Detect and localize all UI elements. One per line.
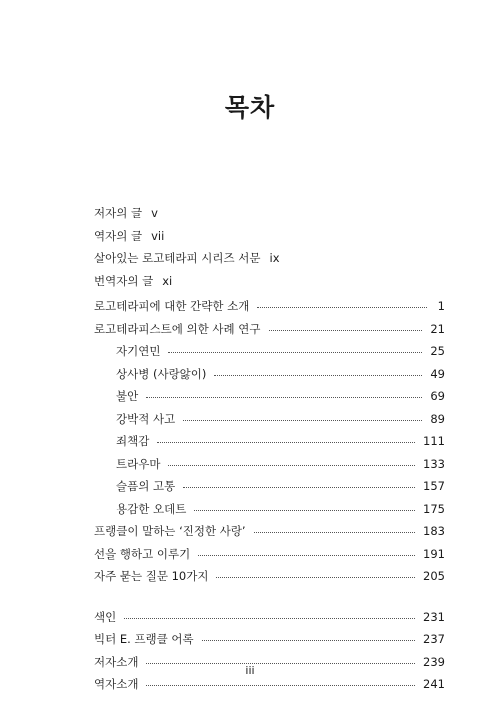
entry-page: 1 — [437, 299, 445, 313]
front-matter-entry[interactable] — [94, 225, 280, 248]
entry-label: 선을 행하고 이루기 — [94, 546, 191, 561]
toc-entry[interactable] — [94, 318, 445, 341]
entry-page: 175 — [423, 501, 445, 516]
entry-label: 저자의 글 — [94, 206, 143, 220]
section-gap — [94, 588, 445, 606]
entry-label: 저자소개 — [94, 654, 139, 669]
entry-label: 살아있는 로고테라피 시리즈 서문 — [94, 251, 261, 265]
page-title: 목차 — [224, 93, 276, 122]
toc-entry[interactable] — [94, 295, 445, 318]
entry-page: 205 — [423, 569, 445, 583]
dot-leader — [214, 374, 422, 376]
toc-entry[interactable] — [94, 606, 445, 629]
dot-leader — [269, 329, 423, 331]
entry-page: xi — [162, 273, 173, 288]
entry-page: 89 — [430, 411, 445, 426]
toc-subentry[interactable] — [94, 363, 445, 386]
entry-label: 역자의 글 — [94, 228, 143, 243]
dot-leader — [168, 351, 422, 353]
dot-leader — [202, 639, 415, 641]
entry-label: 불안 — [116, 389, 139, 403]
entry-label: 죄책감 — [116, 434, 150, 448]
toc-subentry[interactable] — [94, 453, 445, 476]
entry-page: v — [151, 206, 158, 220]
entry-label: 번역자의 글 — [94, 273, 154, 288]
entry-label: 로고테라피스트에 의한 사례 연구 — [94, 321, 261, 336]
entry-label: 색인 — [94, 609, 117, 624]
entry-page: 237 — [423, 632, 445, 646]
entry-label: 자기연민 — [116, 344, 161, 358]
entry-label: 트라우마 — [116, 456, 161, 471]
chapter-list — [94, 295, 445, 588]
toc-entry[interactable] — [94, 520, 445, 543]
table-of-contents — [94, 295, 445, 696]
back-matter-list — [94, 606, 445, 696]
entry-label: 상사병 (사랑앓이) — [116, 366, 207, 381]
entry-label: 빅터 E. 프랭클 어록 — [94, 632, 194, 646]
toc-entry[interactable] — [94, 628, 445, 651]
entry-page: 183 — [423, 524, 445, 538]
entry-page: 241 — [423, 677, 445, 691]
front-matter-entry[interactable] — [94, 270, 280, 293]
toc-subentry[interactable] — [94, 475, 445, 498]
entry-label: 용감한 오데트 — [116, 501, 187, 516]
dot-leader — [168, 464, 415, 466]
toc-entry[interactable] — [94, 565, 445, 588]
dot-leader — [124, 617, 415, 619]
front-matter-entry[interactable] — [94, 202, 280, 225]
entry-page: 25 — [430, 344, 445, 358]
dot-leader — [257, 306, 427, 308]
entry-label: 프랭클이 말하는 ‘진정한 사랑’ — [94, 524, 246, 538]
toc-subentry[interactable] — [94, 340, 445, 363]
entry-page: vii — [151, 228, 165, 243]
entry-page: 69 — [430, 389, 445, 403]
entry-page: 21 — [430, 321, 445, 336]
entry-label: 슬픔의 고통 — [116, 479, 176, 493]
dot-leader — [198, 554, 415, 556]
dot-leader — [183, 486, 415, 488]
entry-page: 133 — [423, 456, 445, 471]
dot-leader — [254, 531, 415, 533]
toc-subentry[interactable] — [94, 498, 445, 521]
dot-leader — [194, 509, 415, 511]
entry-label: 강박적 사고 — [116, 411, 176, 426]
page-number: iii — [245, 664, 255, 677]
dot-leader — [216, 576, 415, 578]
entry-page: 157 — [423, 479, 445, 493]
entry-label: 역자소개 — [94, 677, 139, 691]
dot-leader — [183, 419, 422, 421]
toc-entry[interactable] — [94, 543, 445, 566]
entry-page: ix — [269, 251, 280, 265]
entry-page: 239 — [423, 654, 445, 669]
dot-leader — [157, 441, 415, 443]
entry-label: 로고테라피에 대한 간략한 소개 — [94, 299, 250, 313]
entry-label: 자주 묻는 질문 10가지 — [94, 569, 209, 583]
toc-subentry[interactable] — [94, 385, 445, 408]
toc-subentry[interactable] — [94, 408, 445, 431]
entry-page: 111 — [423, 434, 445, 448]
entry-page: 231 — [423, 609, 445, 624]
dot-leader — [146, 684, 415, 686]
front-matter-list — [94, 202, 280, 292]
entry-page: 49 — [430, 366, 445, 381]
dot-leader — [146, 396, 422, 398]
entry-page: 191 — [423, 546, 445, 561]
toc-subentry[interactable] — [94, 430, 445, 453]
front-matter-entry[interactable] — [94, 247, 280, 270]
